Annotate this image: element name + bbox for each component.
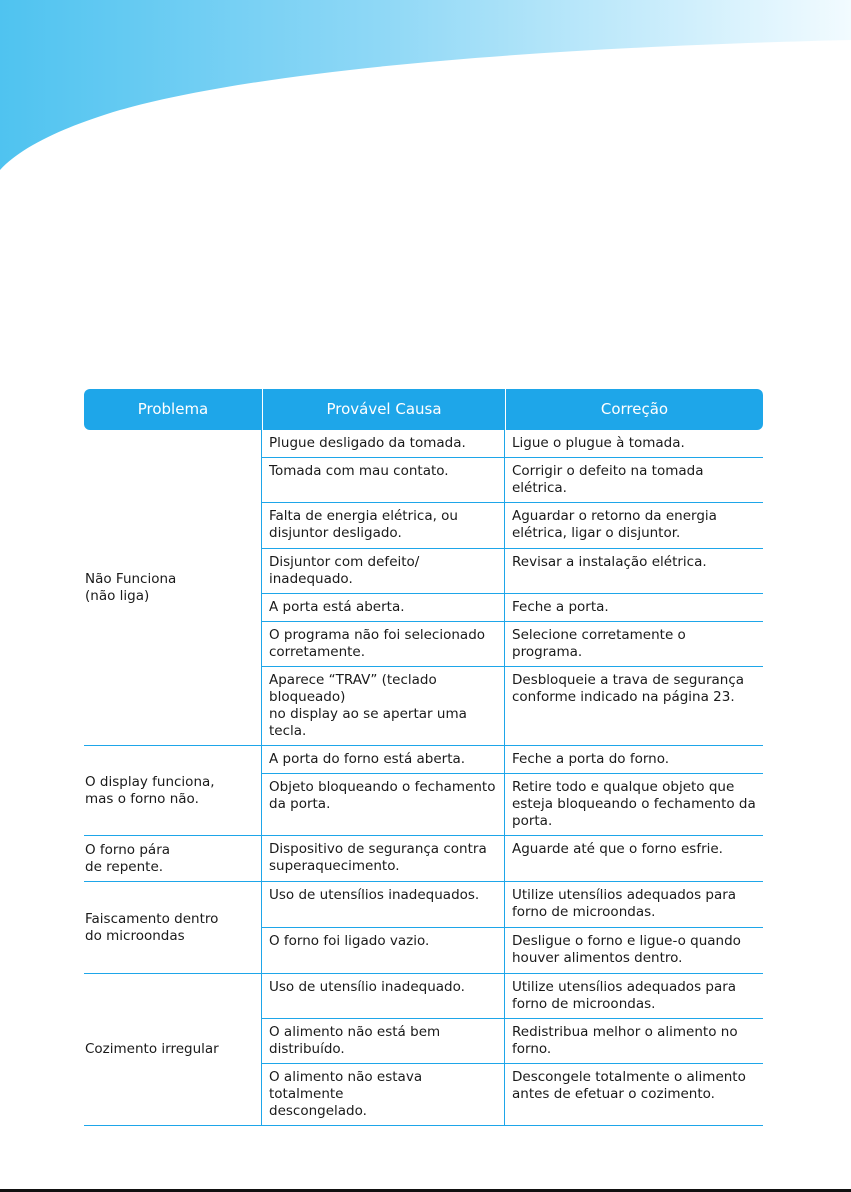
table-header [84,389,763,430]
cell-line: O forno foi ligado vazio. [269,933,430,949]
fix-cell [505,458,763,503]
cause-cell [262,503,505,549]
cell-line: O alimento não estava totalmente [269,1069,423,1102]
fix-cell [505,746,763,774]
cell-line: descongelado. [269,1103,367,1119]
cell-line: houver alimentos dentro. [512,950,683,966]
cell-line: Disjuntor com defeito/ [269,554,420,570]
cell-line: Desbloqueie a trava de segurança [512,672,745,688]
cause-cell [262,667,505,746]
cell-line: Revisar a instalação elétrica. [512,554,707,570]
cell-line: superaquecimento. [269,858,400,874]
cell-line: elétrica, ligar o disjuntor. [512,525,681,541]
table-row [84,836,763,882]
cell-line: esteja bloqueando o fechamento da [512,796,756,812]
cell-line: forno de microondas. [512,904,656,920]
cause-cell [262,1064,505,1126]
cell-line: da porta. [269,796,331,812]
cell-line: corretamente. [269,644,366,660]
cell-line: Descongele totalmente o alimento [512,1069,746,1085]
fix-cell [505,622,763,667]
fix-cell [505,774,763,836]
cause-cell [262,836,505,882]
cause-cell [262,882,505,928]
fix-cell [505,1019,763,1064]
cell-line: Feche a porta do forno. [512,751,670,767]
cause-cell [262,774,505,836]
cell-line: porta. [512,813,553,829]
cell-line: Aguarde até que o forno esfrie. [512,841,723,857]
cell-line: Uso de utensílios inadequados. [269,887,480,903]
cell-line: (não liga) [85,587,150,604]
cell-line: distribuído. [269,1041,345,1057]
cause-cell [262,928,505,974]
cell-line: Retire todo e qualque objeto que [512,779,735,795]
fix-cell [505,836,763,882]
cell-line: Aguardar o retorno da energia [512,508,717,524]
header-wave-banner [0,0,851,175]
fix-cell [505,974,763,1019]
cell-line: Tomada com mau contato. [269,463,449,479]
cause-cell [262,974,505,1019]
cell-line: do microondas [85,927,185,944]
cell-line: O alimento não está bem [269,1024,441,1040]
cause-cell [262,622,505,667]
cell-line: O display funciona, [85,773,215,790]
cell-line: Cozimento irregular [85,1041,219,1057]
cell-line: Aparece “TRAV” (teclado bloqueado) [269,672,437,705]
cell-line: Feche a porta. [512,599,609,615]
table-row [84,746,763,774]
table-row [84,882,763,928]
cause-cell [262,594,505,622]
table-row [84,430,763,458]
cause-cell [262,430,505,458]
problem-cell [84,882,262,974]
table-body [84,430,763,1126]
fix-cell [505,430,763,458]
table-row [84,974,763,1019]
header-problem: Problema [84,389,262,430]
cell-line: Não Funciona [85,570,177,587]
cell-line: Plugue desligado da tomada. [269,435,466,451]
cell-line: antes de efetuar o cozimento. [512,1086,715,1102]
cell-line: de repente. [85,858,164,875]
problem-cell [84,430,262,746]
cell-line: Falta de energia elétrica, ou [269,508,458,524]
troubleshooting-table [84,389,763,1126]
cell-line: programa. [512,644,583,660]
fix-cell [505,549,763,594]
cell-line: Utilize utensílios adequados para [512,979,737,995]
fix-cell [505,594,763,622]
cell-line: mas o forno não. [85,790,199,807]
cell-line: Redistribua melhor o alimento no [512,1024,738,1040]
cause-cell [262,458,505,503]
header-cause: Provável Causa [262,389,505,430]
problem-cell [84,974,262,1126]
cell-line: no display ao se apertar uma tecla. [269,706,467,739]
cell-line: O programa não foi selecionado [269,627,486,643]
fix-cell [505,667,763,746]
cell-line: elétrica. [512,480,567,496]
cell-line: A porta do forno está aberta. [269,751,466,767]
cell-line: Ligue o plugue à tomada. [512,435,685,451]
cell-line: Dispositivo de segurança contra [269,841,487,857]
problem-cell [84,746,262,836]
fix-cell [505,1064,763,1126]
cause-cell [262,1019,505,1064]
cell-line: O forno pára [85,841,171,858]
fix-cell [505,882,763,928]
cell-line: conforme indicado na página 23. [512,689,735,705]
cell-line: Desligue o forno e ligue-o quando [512,933,741,949]
cell-line: forno de microondas. [512,996,656,1012]
fix-cell [505,928,763,974]
problem-cell [84,836,262,882]
cell-line: Faiscamento dentro [85,910,219,927]
cell-line: Utilize utensílios adequados para [512,887,737,903]
cell-line: A porta está aberta. [269,599,405,615]
cause-cell [262,746,505,774]
fix-cell [505,503,763,549]
header-fix: Correção [505,389,763,430]
cell-line: disjuntor desligado. [269,525,402,541]
cell-line: inadequado. [269,571,353,587]
cause-cell [262,549,505,594]
cell-line: Objeto bloqueando o fechamento [269,779,496,795]
cell-line: Selecione corretamente o [512,627,686,643]
cell-line: forno. [512,1041,552,1057]
cell-line: Uso de utensílio inadequado. [269,979,465,995]
cell-line: Corrigir o defeito na tomada [512,463,704,479]
